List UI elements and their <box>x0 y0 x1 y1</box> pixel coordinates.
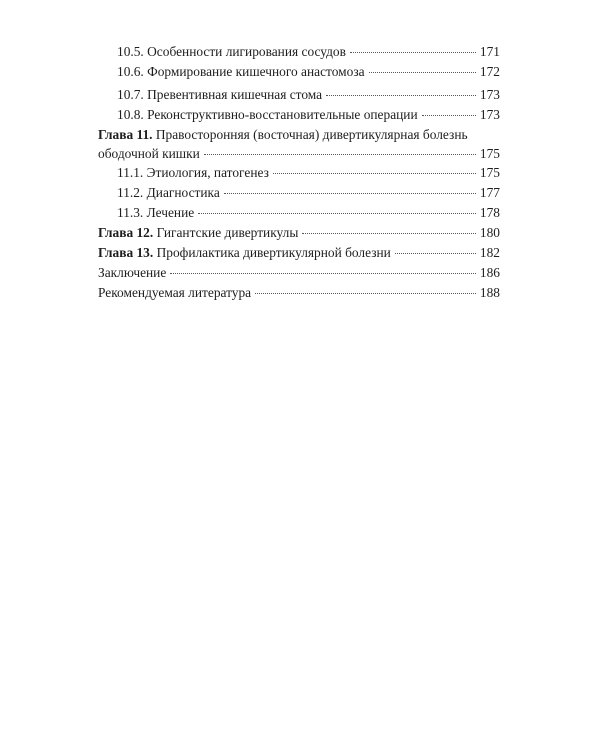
toc-entry-title: 11.3. Лечение <box>117 205 195 220</box>
toc-entry-conclusion[interactable] <box>98 263 500 283</box>
dot-leader <box>224 193 476 194</box>
dot-leader <box>198 213 476 214</box>
toc-entry-title: Заключение <box>98 265 167 280</box>
toc-entry-title: 10.5. Особенности лигирования сосудов <box>117 44 346 59</box>
toc-entry-recommended-literature[interactable] <box>98 283 500 303</box>
toc-page-number: 173 <box>479 87 500 102</box>
toc-page-number: 180 <box>479 225 500 240</box>
table-of-contents <box>98 42 500 303</box>
toc-page-number: 182 <box>479 245 500 260</box>
toc-page-number: 177 <box>479 185 500 200</box>
toc-entry-10-8[interactable] <box>98 105 500 125</box>
chapter-label: Глава 13. <box>98 245 154 260</box>
toc-page-number: 178 <box>479 205 500 220</box>
toc-entry-title: 10.6. Формирование кишечного анастомоза <box>117 64 365 79</box>
toc-entry-title: 11.1. Этиология, патогенез <box>117 165 269 180</box>
dot-leader <box>326 95 476 96</box>
toc-entry-11-2[interactable] <box>98 183 500 203</box>
toc-entry-title: Рекомендуемая литература <box>98 285 252 300</box>
toc-entry-11-3[interactable] <box>98 203 500 223</box>
toc-entry-10-5[interactable] <box>98 42 500 62</box>
dot-leader <box>422 115 476 116</box>
toc-entry-title: 11.2. Диагностика <box>117 185 220 200</box>
toc-page-number: 171 <box>479 44 500 59</box>
toc-entry-chapter-11[interactable] <box>98 125 500 163</box>
dot-leader <box>273 173 476 174</box>
dot-leader <box>204 154 476 155</box>
toc-entry-title: Глава 11. Правосторонняя (восточная) дивертикулярная болезнь <box>98 127 468 142</box>
dot-leader <box>369 72 476 73</box>
dot-leader <box>302 233 476 234</box>
toc-entry-title: Глава 12. Гигантские дивертикулы <box>98 225 299 240</box>
toc-entry-chapter-13[interactable] <box>98 243 500 263</box>
chapter-label: Глава 12. <box>98 225 154 240</box>
toc-entry-10-7[interactable] <box>98 85 500 105</box>
dot-leader <box>395 253 476 254</box>
dot-leader <box>350 52 476 53</box>
toc-page-number: 173 <box>479 107 500 122</box>
toc-page-number: 175 <box>479 146 500 161</box>
chapter-label: Глава 11. <box>98 127 153 142</box>
toc-entry-10-6[interactable] <box>98 62 500 82</box>
dot-leader <box>170 273 476 274</box>
toc-page-number: 186 <box>479 265 500 280</box>
dot-leader <box>255 293 476 294</box>
toc-entry-title-continued: ободочной кишки <box>98 146 200 161</box>
toc-entry-title: 10.8. Реконструктивно-восстановительные операции <box>117 107 418 122</box>
toc-entry-title: 10.7. Превентивная кишечная стома <box>117 87 323 102</box>
toc-page-number: 175 <box>479 165 500 180</box>
toc-page-number: 188 <box>479 285 500 300</box>
toc-entry-chapter-12[interactable] <box>98 223 500 243</box>
toc-page-number: 172 <box>479 64 500 79</box>
toc-entry-title: Глава 13. Профилактика дивертикулярной болезни <box>98 245 391 260</box>
toc-entry-11-1[interactable] <box>98 163 500 183</box>
